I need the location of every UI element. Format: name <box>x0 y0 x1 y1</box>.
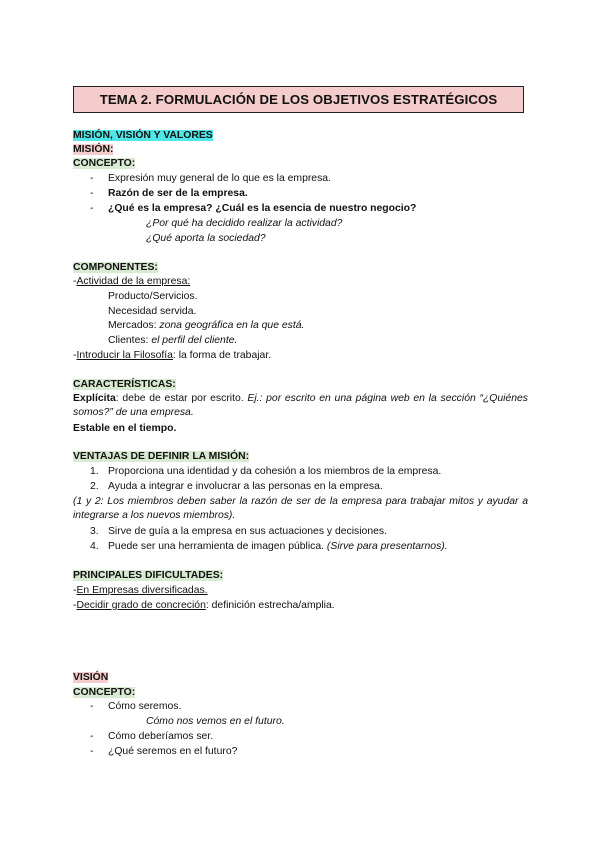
dificultad-item: -En Empresas diversificadas. <box>73 585 208 596</box>
page-title: TEMA 2. FORMULACIÓN DE LOS OBJETIVOS ESTRATÉGICOS <box>73 86 524 113</box>
actividad-item: Necesidad servida. <box>108 306 197 317</box>
ventaja-item: Sirve de guía a la empresa en sus actuaciones y decisiones. <box>108 526 387 537</box>
caracteristicas-heading: CARACTERÍSTICAS: <box>73 379 176 390</box>
ventaja-item: Puede ser una herramienta de imagen pública. (Sirve para presentarnos). <box>108 541 448 552</box>
vision-sub: Cómo nos vemos en el futuro. <box>146 716 285 727</box>
ventaja-item: Ayuda a integrar e involucrar a las personas en la empresa. <box>108 481 383 492</box>
actividad-label: -Actividad de la empresa: <box>73 276 191 287</box>
sub-question: ¿Qué aporta la sociedad? <box>146 233 266 244</box>
actividad-item: Mercados: zona geográfica en la que está. <box>108 320 305 331</box>
actividad-item: Producto/Servicios. <box>108 291 198 302</box>
componentes-heading: COMPONENTES: <box>73 262 158 273</box>
vision-heading: VISIÓN <box>73 672 109 683</box>
list-number: 3. <box>90 526 99 537</box>
mision-bullet: Expresión muy general de lo que es la empresa. <box>108 173 331 184</box>
bullet-dash: - <box>90 188 94 199</box>
filosofia-line: -Introducir la Filosofía: la forma de trabajar. <box>73 350 272 361</box>
bullet-dash: - <box>90 701 94 712</box>
vision-concepto-heading: CONCEPTO: <box>73 687 136 698</box>
vision-bullet: Cómo deberíamos ser. <box>108 731 214 742</box>
mision-bullet: ¿Qué es la empresa? ¿Cuál es la esencia de nuestro negocio? <box>108 203 417 214</box>
explicita-paragraph: Explícita: debe de estar por escrito. Ej.: por escrito en una página web en la sección “¿Quiénes somos?” de una empresa. <box>73 393 528 418</box>
dificultades-heading: PRINCIPALES DIFICULTADES: <box>73 570 224 581</box>
bullet-dash: - <box>90 173 94 184</box>
list-number: 1. <box>90 466 99 477</box>
bullet-dash: - <box>90 746 94 757</box>
list-number: 4. <box>90 541 99 552</box>
concepto-heading: CONCEPTO: <box>73 158 136 169</box>
mision-heading: MISIÓN: <box>73 144 114 155</box>
vision-bullet: Cómo seremos. <box>108 701 182 712</box>
ventaja-item: Proporciona una identidad y da cohesión a los miembros de la empresa. <box>108 466 442 477</box>
estable-line: Estable en el tiempo. <box>73 423 177 434</box>
bullet-dash: - <box>90 203 94 214</box>
sub-question: ¿Por qué ha decidido realizar la actividad? <box>146 218 343 229</box>
vision-bullet: ¿Qué seremos en el futuro? <box>108 746 238 757</box>
list-number: 2. <box>90 481 99 492</box>
section-header: MISIÓN, VISIÓN Y VALORES <box>73 130 213 141</box>
ventajas-note: (1 y 2: Los miembros deben saber la razón de ser de la empresa para trabajar mitos y ayudar a integrarse a los nuevos miembros). <box>73 496 528 521</box>
ventajas-heading: VENTAJAS DE DEFINIR LA MISIÓN: <box>73 451 250 462</box>
dificultad-item: -Decidir grado de concreción: definición estrecha/amplia. <box>73 600 335 611</box>
bullet-dash: - <box>90 731 94 742</box>
actividad-item: Clientes: el perfil del cliente. <box>108 335 238 346</box>
mision-bullet: Razón de ser de la empresa. <box>108 188 248 199</box>
